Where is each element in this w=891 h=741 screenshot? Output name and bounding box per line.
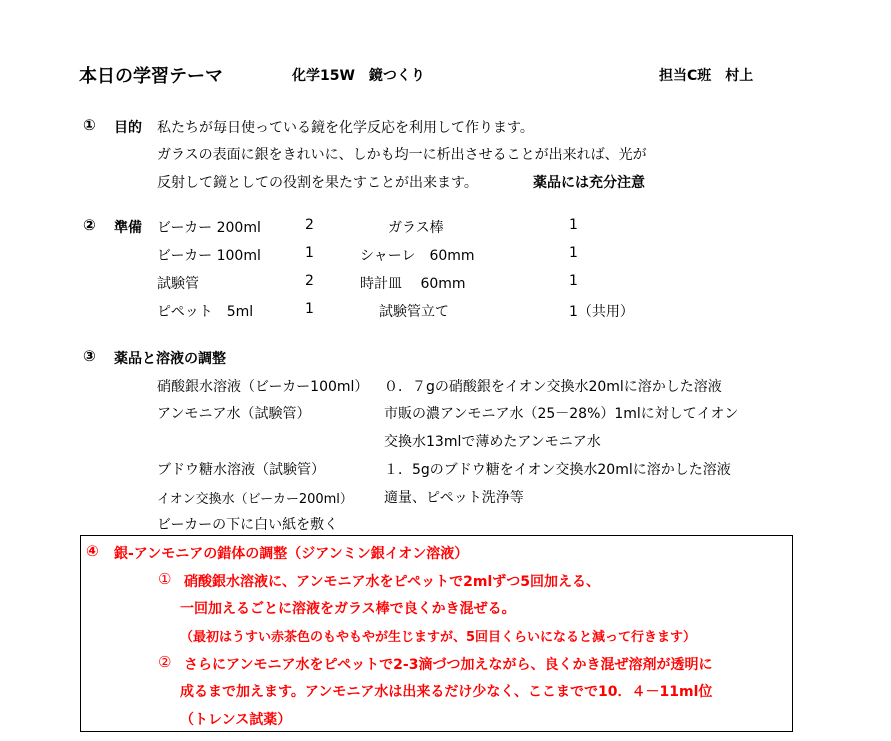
page-title: 本日の学習テーマ [79,66,223,87]
reagent-description: ０．７gの硝酸銀をイオン交換水20mlに溶かした溶液 [384,379,722,395]
equipment-item: ガラス棒 [388,220,444,236]
reagent-label: 硝酸銀水溶液（ビーカー100ml） [157,379,369,395]
section4-number: ④ [86,542,99,560]
step2-line-3: （トレンス試薬） [180,712,292,728]
purpose-line-2: ガラスの表面に銀をきれいに、しかも均一に析出させることが出来れば、光が [157,147,647,163]
step1-line-3: （最初はうすい赤茶色のもやもやが生じますが、5回目くらいになると減って行きます） [180,630,697,645]
charge-group: 担当C班 村上 [659,68,754,84]
reagent-description: １．5gのブドウ糖をイオン交換水20mlに溶かした溶液 [384,462,731,478]
reagent-description: 適量、ピペット洗浄等 [384,490,524,506]
equipment-item: 試験管立て [379,304,449,320]
equipment-item: シャーレ 60mm [360,248,475,264]
caution-note: 薬品には充分注意 [533,175,645,191]
step1-line-1: 硝酸銀水溶液に、アンモニア水をピペットで2mlずつ5回加える、 [184,574,601,590]
section1-number: ① [83,116,96,134]
reagent-label: ブドウ糖水溶液（試験管） [157,462,325,478]
equipment-qty: 1 [569,273,578,289]
step2-line-1: さらにアンモニア水をピペットで2-3滴づつ加えながら、良くかき混ぜ溶剤が透明に [184,657,713,673]
reagent-label: イオン交換水（ビーカー200ml） [157,492,353,507]
step1-number: ① [158,570,172,588]
step1-line-2: 一回加えるごとに溶液をガラス棒で良くかき混ぜる。 [180,601,516,617]
purpose-line-1: 私たちが毎日使っている鏡を化学反応を利用して作ります。 [157,120,534,136]
section3-heading: 薬品と溶液の調整 [114,351,226,367]
section2-heading: 準備 [114,220,142,236]
equipment-qty: 1（共用） [569,304,634,320]
section3-number: ③ [83,347,96,365]
equipment-item: 時計皿 60mm [360,276,466,292]
step2-line-2: 成るまで加えます。アンモニア水は出来るだけ少なく、ここまでで10．４－11ml位 [180,684,713,700]
equipment-qty: 1 [569,217,578,233]
equipment-item: 試験管 [157,276,199,292]
reagent-description: 市販の濃アンモニア水（25－28%）1mlに対してイオン [384,406,739,422]
equipment-item: ビーカー 200ml [157,220,261,236]
equipment-qty: 2 [305,273,314,289]
reagent-label: アンモニア水（試験管） [157,406,311,422]
equipment-qty: 1 [305,301,314,317]
section2-number: ② [83,216,96,234]
step2-number: ② [158,653,172,671]
section4-heading: 銀-アンモニアの錯体の調整（ジアンミン銀イオン溶液） [114,546,469,562]
equipment-qty: 1 [569,245,578,261]
white-paper-note: ビーカーの下に白い紙を敷く [157,517,339,533]
subject-theme: 化学15W 鏡つくり [292,68,425,84]
section1-heading: 目的 [114,120,142,136]
equipment-qty: 2 [305,217,314,233]
reagent-description: 交換水13mlで薄めたアンモニア水 [384,434,601,450]
purpose-line-3: 反射して鏡としての役割を果たすことが出来ます。 [157,175,478,191]
equipment-item: ビーカー 100ml [157,248,261,264]
equipment-item: ピペット 5ml [157,304,254,320]
equipment-qty: 1 [305,245,314,261]
